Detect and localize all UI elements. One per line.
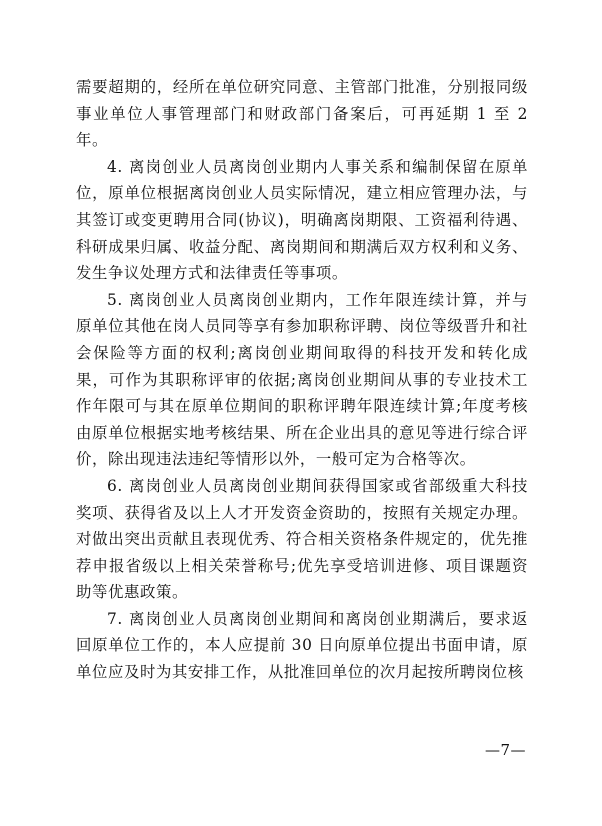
paragraph-item-7: 7. 离岗创业人员离岗创业期间和离岗创业期满后，要求返回原单位工作的，本人应提前 30 日向原单位提出书面申请，原单位应及时为其安排工作，从批准回单位的次月起按所聘岗位核 bbox=[76, 609, 528, 682]
page-number: —7— bbox=[484, 741, 526, 759]
paragraph-item-5: 5. 离岗创业人员离岗创业期内，工作年限连续计算，并与原单位其他在岗人员同等享有参加职称评聘、岗位等级晋升和社会保险等方面的权利;离岗创业期间取得的科技开发和转化成果，可作为其职称评审的依据;离岗创业期间从事的专业技术工作年限可与其在原单位期间的职称评聘年限连续计算;年度考核由原单位根据实地考核结果、所在企业出具的意见等进行综合评价，除出现违法违纪等情形以外，一般可定为合格等次。 bbox=[76, 290, 528, 469]
body-text bbox=[76, 74, 528, 686]
paragraph-item-4: 4. 离岗创业人员离岗创业期内人事关系和编制保留在原单位，原单位根据离岗创业人员实际情况，建立相应管理办法，与其签订或变更聘用合同(协议)，明确离岗期限、工资福利待遇、科研成果归属、收益分配、离岗期间和期满后双方权利和义务、发生争议处理方式和法律责任等事项。 bbox=[76, 157, 528, 283]
paragraph-continuation: 需要超期的，经所在单位研究同意、主管部门批准，分别报同级事业单位人事管理部门和财政部门备案后，可再延期 1 至 2 年。 bbox=[76, 78, 528, 150]
paragraph-item-6: 6. 离岗创业人员离岗创业期间获得国家或省部级重大科技奖项、获得省及以上人才开发资金资助的，按照有关规定办理。对做出突出贡献且表现优秀、符合相关资格条件规定的，优先推荐申报省级以上相关荣誉称号;优先享受培训进修、项目课题资助等优惠政策。 bbox=[76, 476, 528, 602]
